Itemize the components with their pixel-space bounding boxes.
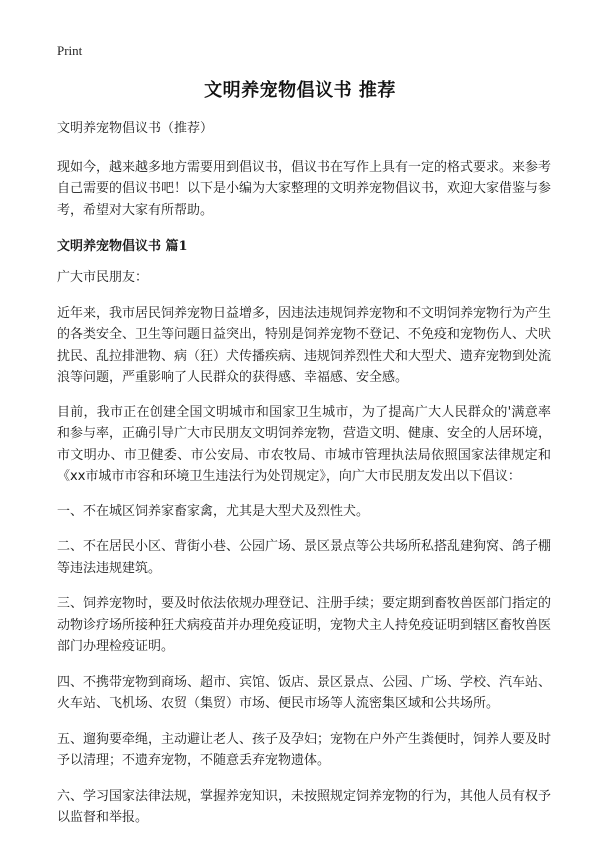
intro-paragraph: 现如今，越来越多地方需要用到倡议书，倡议书在写作上具有一定的格式要求。来参考自己需要的倡议书吧！以下是小编为大家整理的文明养宠物倡议书，欢迎大家借鉴与参考，希望对大家有所帮助。 [57, 159, 552, 218]
proposal-item: 二、不在居民小区、背街小巷、公园广场、景区景点等公共场所私搭乱建狗窝、鸽子棚等违法违规建筑。 [57, 539, 552, 576]
print-link[interactable]: Print [57, 43, 83, 58]
section-number: 篇1 [165, 239, 188, 254]
greeting: 广大市民朋友： [57, 270, 149, 285]
section-heading-text: 文明养宠物倡议书 [57, 239, 162, 254]
proposal-item: 四、不携带宠物到商场、超市、宾馆、饭店、景区景点、公园、广场、学校、汽车站、火车站、飞机场、农贸（集贸）市场、便民市场等人流密集区域和公共场所。 [57, 674, 552, 711]
body-paragraph-1: 近年来，我市居民饲养宠物日益增多，因违法违规饲养宠物和不文明饲养宠物行为产生的各类安全、卫生等问题日益突出，特别是饲养宠物不登记、不免疫和宠物伤人、犬吠扰民、乱拉排泄物、病（狂）犬传播疾病、违规饲养烈性犬和大型犬、遗弃宠物到处流浪等问题，严重影响了人民群众的获得感、幸福感、安全感。 [57, 305, 552, 385]
doc-subtitle: 文明养宠物倡议书（推荐） [57, 121, 214, 136]
body-paragraph-2: 目前，我市正在创建全国文明城市和国家卫生城市，为了提高广大人民群众的'满意率和参与率，正确引导广大市民朋友文明饲养宠物，营造文明、健康、安全的人居环境，市文明办、市卫健委、市公安局、市农牧局、市城市管理执法局依照国家法律规定和《xx市城市市容和环境卫生违法行为处罚规定》，向广大市民朋友发出以下倡议： [57, 404, 552, 484]
proposal-item: 一、不在城区饲养家畜家禽，尤其是大型犬及烈性犬。 [57, 503, 370, 519]
proposal-item: 六、学习国家法律法规，掌握养宠知识，未按照规定饲养宠物的行为，其他人员有权予以监督和举报。 [57, 788, 552, 825]
document-body [57, 118, 551, 843]
proposal-item: 五、遛狗要牵绳，主动避让老人、孩子及孕妇；宠物在户外产生粪便时，饲养人要及时予以清理；不遗弃宠物，不随意丢弃宠物遗体。 [57, 731, 552, 768]
page-title: 文明养宠物倡议书 推荐 [204, 80, 396, 101]
proposal-item: 三、饲养宠物时，要及时依法依规办理登记、注册手续；要定期到畜牧兽医部门指定的动物诊疗场所接种狂犬病疫苗并办理免疫证明，宠物犬主人持免疫证明到辖区畜牧兽医部门办理检疫证明。 [57, 596, 552, 654]
section-heading [57, 235, 551, 254]
